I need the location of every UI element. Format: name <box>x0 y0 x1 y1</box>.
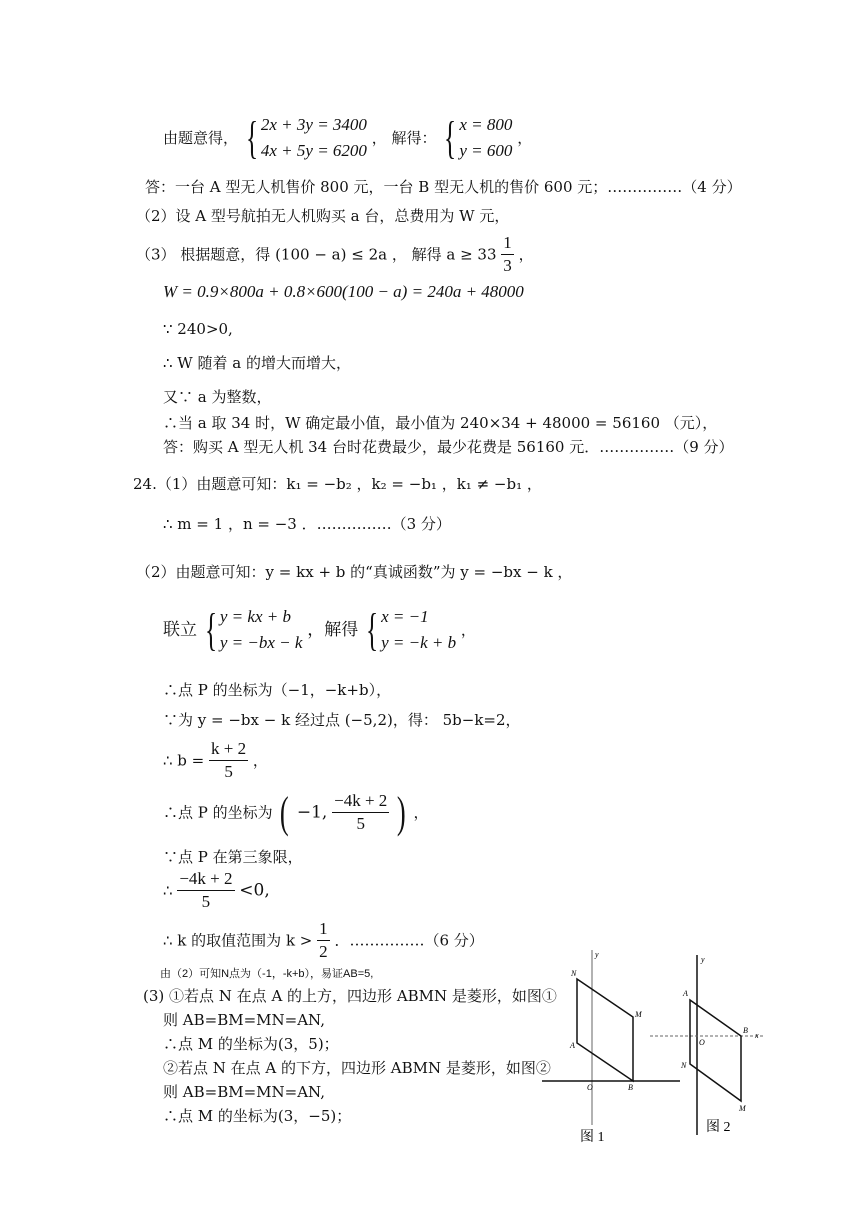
fig2-caption: 图 2 <box>706 1120 731 1135</box>
part3-prefix: （3） 根据题意，得 (100 − a) ≤ 2a ， 解得 a ≥ 33 <box>136 245 497 264</box>
q23-answer1: 答：一台 A 型无人机售价 800 元，一台 B 型无人机的售价 600 元；……………（4 分） <box>145 178 742 196</box>
sys4-eq1: x = −1 <box>381 607 429 626</box>
range-frac-den: 2 <box>319 942 328 961</box>
fig2-label-b: B <box>743 1026 748 1035</box>
ineq-prefix: ∴ <box>163 881 173 900</box>
brace-2: { <box>444 112 457 163</box>
q23-part3 <box>136 232 534 277</box>
figure-2 <box>645 950 785 1140</box>
q23-therefore1: ∴ W 随着 a 的增大而增大， <box>163 354 351 372</box>
sys2-eq2: y = 600 <box>459 141 513 160</box>
right-paren: ) <box>397 787 406 837</box>
q24-p3-line6: ∴点 M 的坐标为(3，−5)； <box>163 1107 352 1125</box>
sys1-eq2: 4x + 5y = 6200 <box>260 141 367 160</box>
q24-range <box>163 918 484 963</box>
range-prefix: ∴ k 的取值范围为 k > <box>163 931 313 950</box>
q24-passes: ∵为 y = −bx − k 经过点 (−5,2)，得： 5b−k=2， <box>163 711 521 729</box>
fig1-label-n: N <box>571 969 577 978</box>
q23-because1: ∵ 240>0, <box>163 320 233 338</box>
ineq-suffix: <0, <box>239 880 270 901</box>
b-fraction <box>209 738 248 783</box>
fig1-caption: 图 1 <box>580 1130 605 1145</box>
q24-inequality <box>163 868 270 913</box>
system-of-equations-2 <box>441 112 512 164</box>
fig1-label-b: B <box>628 1083 633 1092</box>
q23-w-formula: W = 0.9×800a + 0.8×600(100 − a) = 240a + 48000 <box>163 282 524 301</box>
q24-system-line <box>163 604 476 656</box>
q24-p3-line4: ②若点 N 在点 A 的下方，四边形 ABMN 是菱形，如图② <box>163 1059 551 1077</box>
b-prefix: ∴ b = <box>163 751 205 770</box>
sys1-eq1: 2x + 3y = 3400 <box>260 115 367 134</box>
range-frac-num: 1 <box>317 918 330 941</box>
p2-frac-den: 5 <box>356 814 365 833</box>
q23-also: 又∵ a 为整数， <box>163 388 272 406</box>
fig2-label-m: M <box>739 1104 746 1113</box>
brace-4: { <box>365 604 379 655</box>
q24-p3-line2: 则 AB=BM=MN=AN, <box>163 1011 325 1029</box>
lianli-label: 联立 <box>163 619 197 640</box>
jiede-label: ，解得 <box>307 619 359 640</box>
fig2-label-x: x <box>755 1031 759 1040</box>
q24-part2: （2）由题意可知：y = kx + b 的“真诚函数”为 y = −bx − k ， <box>136 563 573 581</box>
fig2-label-n: N <box>681 1061 687 1070</box>
solve-prefix: ， 解得： <box>371 129 437 147</box>
b-frac-den: 5 <box>224 762 233 781</box>
sys4-eq2: y = −k + b <box>381 633 457 652</box>
fig1-label-a: A <box>570 1041 575 1050</box>
sys2-eq1: x = 800 <box>459 115 513 134</box>
fig1-label-m: M <box>635 1010 642 1019</box>
fig1-label-y: y <box>595 950 599 959</box>
ineq-frac-den: 5 <box>201 892 211 911</box>
q23-answer2: 答：购买 A 型无人机 34 台时花费最少，最少花费是 56160 元．……………（9 分） <box>163 438 734 456</box>
q23-when: ∴当 a 取 34 时，W 确定最小值，最小值为 240×34 + 48000 = 56160 （元）， <box>163 414 718 432</box>
q24-b-line <box>163 738 268 783</box>
sys3-eq2: y = −bx − k <box>219 633 303 652</box>
part3-suffix: ， <box>518 245 534 264</box>
system-of-equations-1 <box>243 112 367 164</box>
q24-p3-line5: 则 AB=BM=MN=AN, <box>163 1083 325 1101</box>
part3-frac-den: 3 <box>503 256 512 275</box>
fig2-label-a: A <box>683 989 688 998</box>
range-suffix: ．……………（6 分） <box>334 931 484 950</box>
part3-fraction <box>501 232 514 277</box>
ineq-frac-num: −4k + 2 <box>177 868 234 891</box>
sys-end-comma: ， <box>517 129 533 147</box>
left-paren: ( <box>280 787 290 837</box>
fig1-label-o: O <box>587 1083 593 1092</box>
system-of-equations-3 <box>202 604 303 656</box>
p2-suffix: ， <box>413 803 429 822</box>
q24-p2-line <box>163 787 429 837</box>
p2-prefix: ∴点 P 的坐标为 <box>163 803 273 822</box>
part3-frac-num: 1 <box>501 232 514 255</box>
brace-1: { <box>245 112 258 163</box>
q24-note: 由（2）可知N点为（-1，-k+b），易证AB=5, <box>160 968 374 980</box>
p2-fraction <box>332 790 389 835</box>
b-frac-num: k + 2 <box>209 738 248 761</box>
sys4-end: ， <box>460 621 476 639</box>
q24-part1b: ∴ m = 1 ，n = −3 ．……………（3 分） <box>163 515 451 533</box>
b-suffix: ， <box>252 751 268 770</box>
sys3-eq1: y = kx + b <box>219 607 291 626</box>
q23-part2: （2）设 A 型号航拍无人机购买 a 台，总费用为 W 元， <box>136 207 510 225</box>
q23-setup-line <box>163 112 532 164</box>
p2-frac-num: −4k + 2 <box>332 790 389 813</box>
setup-prefix: 由题意得， <box>163 129 239 147</box>
q24-part1: 24.（1）由题意可知：k₁ = −b₂ ，k₂ = −b₁ ，k₁ ≠ −b₁ ， <box>133 475 542 493</box>
ineq-fraction <box>177 868 234 913</box>
system-of-equations-4 <box>363 604 456 656</box>
q24-p3-line3: ∴点 M 的坐标为(3，5)； <box>163 1035 339 1053</box>
range-fraction <box>317 918 330 963</box>
fig2-label-y: y <box>701 955 705 964</box>
q24-point-p: ∴点 P 的坐标为（−1，−k+b）， <box>163 681 392 699</box>
fig2-label-o: O <box>699 1038 705 1047</box>
q24-third-quadrant: ∵点 P 在第三象限， <box>163 848 303 866</box>
q24-p3-line1: (3) ①若点 N 在点 A 的上方，四边形 ABMN 是菱形，如图① <box>143 987 557 1005</box>
p2-first: −1, <box>296 802 328 823</box>
brace-3: { <box>204 604 217 655</box>
